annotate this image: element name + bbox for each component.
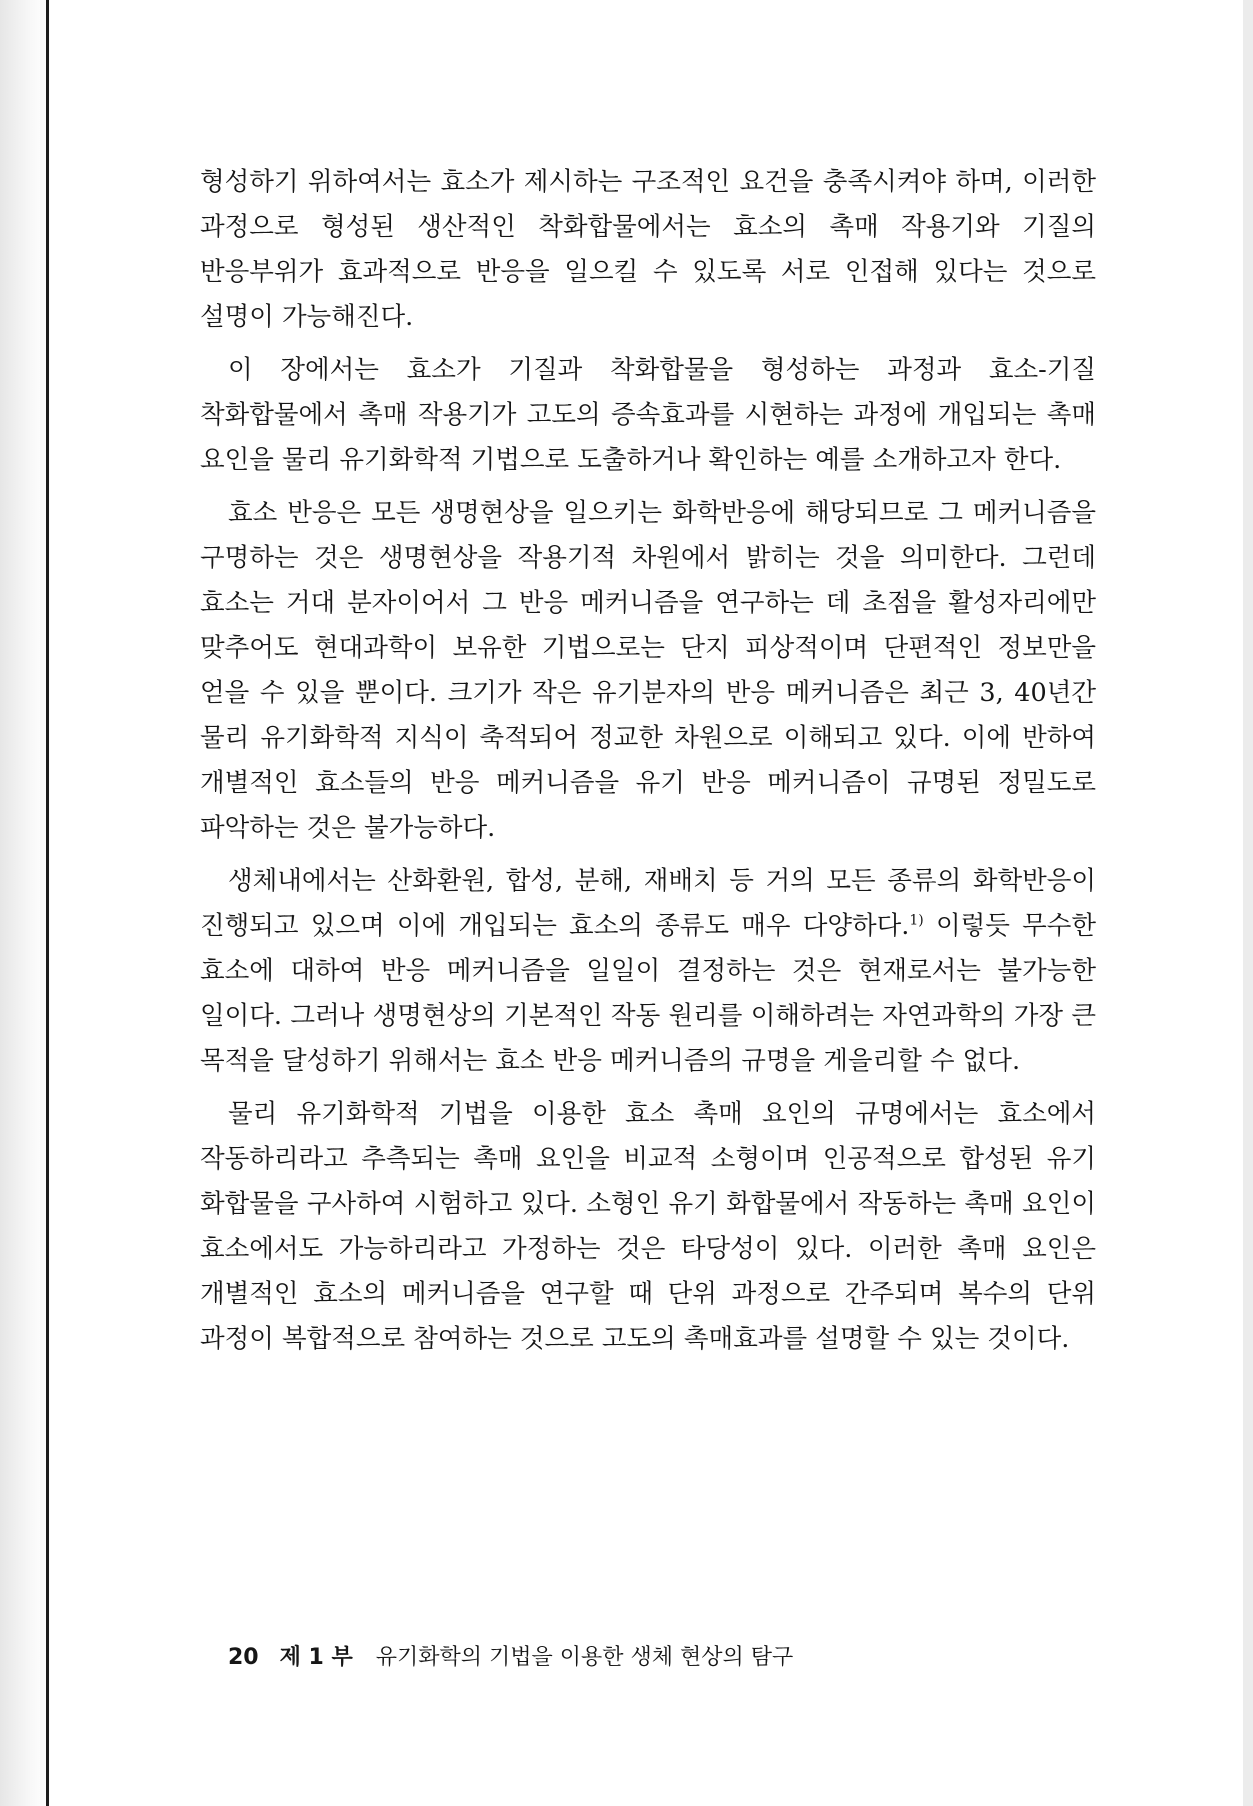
body-text — [200, 160, 1096, 1370]
paragraph-chapter-intro: 이 장에서는 효소가 기질과 착화합물을 형성하는 과정과 효소-기질 착화합물에서 촉매 작용기가 고도의 증속효과를 시현하는 과정에 개입되는 촉매 요인을 물리 유기화학적 기법으로 도출하거나 확인하는 예를 소개하고자 한다. — [200, 355, 1096, 475]
paragraph-physical-organic-method: 물리 유기화학적 기법을 이용한 효소 촉매 요인의 규명에서는 효소에서 작동하리라고 추측되는 촉매 요인을 비교적 소형이며 인공적으로 합성된 유기 화합물을 구사하여 시험하고 있다. 소형인 유기 화합물에서 작동하는 촉매 요인이 효소에서도 가능하리라고 가정하는 것은 타당성이 있다. 이러한 촉매 요인은 개별적인 효소의 메커니즘을 연구할 때 단위 과정으로 간주되며 복수의 단위 과정이 복합적으로 참여하는 것으로 고도의 촉매효과를 설명할 수 있는 것이다. — [200, 1099, 1096, 1354]
paragraph-enzyme-diversity-text: 생체내에서는 산화환원, 합성, 분해, 재배치 등 거의 모든 종류의 화학반응이 진행되고 있으며 이에 개입되는 효소의 종류도 매우 다양하다. — [200, 866, 1096, 941]
page-number: 20 — [228, 1645, 259, 1670]
paragraph-continuation: 형성하기 위하여서는 효소가 제시하는 구조적인 요건을 충족시켜야 하며, 이러한 과정으로 형성된 생산적인 착화합물에서는 효소의 촉매 작용기와 기질의 반응부위가 효과적으로 반응을 일으킬 수 있도록 서로 인접해 있다는 것으로 설명이 가능해진다. — [200, 167, 1096, 332]
footnote-reference: 1) — [909, 912, 924, 929]
page-footer — [228, 1640, 793, 1671]
part-title: 유기화학의 기법을 이용한 생체 현상의 탐구 — [375, 1645, 794, 1670]
paragraph-enzyme-diversity — [200, 859, 1096, 1084]
part-label: 제 1 부 — [279, 1645, 353, 1670]
right-margin-shade — [1243, 0, 1253, 1806]
paragraph-enzyme-diversity-rest: 이렇듯 무수한 효소에 대하여 반응 메커니즘을 일일이 결정하는 것은 현재로서는 불가능한 일이다. 그러나 생명현상의 기본적인 작동 원리를 이해하려는 자연과학의 가장 큰 목적을 달성하기 위해서는 효소 반응 메커니즘의 규명을 게을리할 수 없다. — [200, 911, 1096, 1076]
paragraph-enzyme-mechanism: 효소 반응은 모든 생명현상을 일으키는 화학반응에 해당되므로 그 메커니즘을 구명하는 것은 생명현상을 작용기적 차원에서 밝히는 것을 의미한다. 그런데 효소는 거대 분자이어서 그 반응 메커니즘을 연구하는 데 초점을 활성자리에만 맞추어도 현대과학이 보유한 기법으로는 단지 피상적이며 단편적인 정보만을 얻을 수 있을 뿐이다. 크기가 작은 유기분자의 반응 메커니즘은 최근 3, 40년간 물리 유기화학적 지식이 축적되어 정교한 차원으로 이해되고 있다. 이에 반하여 개별적인 효소들의 반응 메커니즘을 유기 반응 메커니즘이 규명된 정밀도로 파악하는 것은 불가능하다. — [200, 498, 1096, 843]
binding-shadow — [0, 0, 48, 1806]
